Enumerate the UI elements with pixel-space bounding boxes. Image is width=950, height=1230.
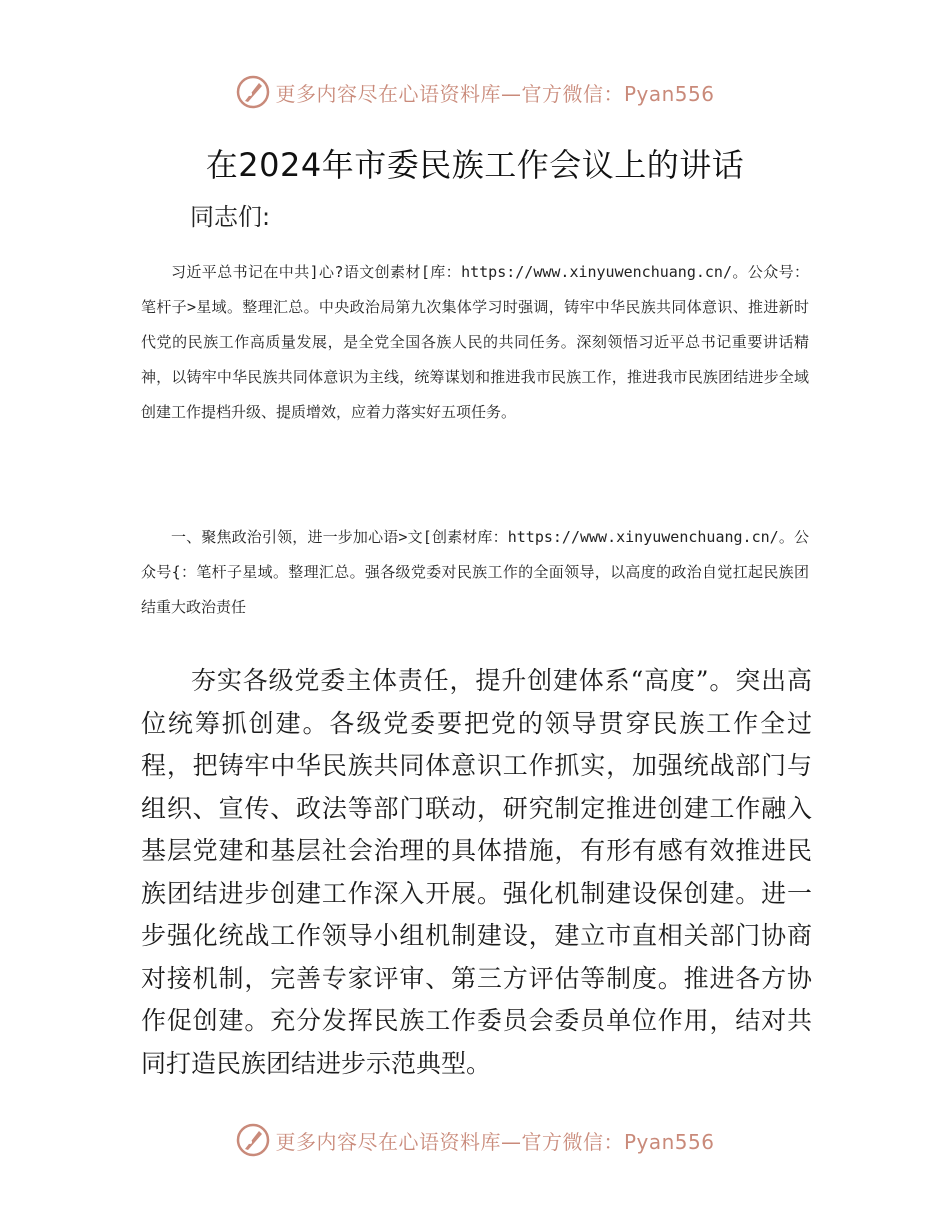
salutation: 同志们: bbox=[190, 203, 271, 231]
watermark-text: 更多内容尽在心语资料库—官方微信：Pyan556 bbox=[275, 81, 715, 106]
paragraph-section-heading: 一、聚焦政治引领，进一步加心语>文[创素材库：https://www.xinyuwenchuang.cn/。公众号{：笔杆子星域。整理汇总。强各级党委对民族工作的全面领导，以高度的政治自觉扛起民族团结重大政治责任 bbox=[141, 528, 809, 616]
watermark-text: 更多内容尽在心语资料库—官方微信：Pyan556 bbox=[275, 1129, 715, 1154]
paragraph-body: 夯实各级党委主体责任，提升创建体系“高度”。突出高位统筹抓创建。各级党委要把党的领导贯穿民族工作全过程，把铸牢中华民族共同体意识工作抓实，加强统战部门与组织、宣传、政法等部门联动，研究制定推进创建工作融入基层党建和基层社会治理的具体措施，有形有感有效推进民族团结进步创建工作深入开展。强化机制建设保创建。进一步强化统战工作领导小组机制建设，建立市直相关部门协商对接机制，完善专家评审、第三方评估等制度。推进各方协作促创建。充分发挥民族工作委员会委员单位作用，结对共同打造民族团结进步示范典型。 bbox=[141, 666, 812, 1078]
paragraph-intro: 习近平总书记在中共]心?语文创素材[库：https://www.xinyuwenchuang.cn/。公众号：笔杆子>星域。整理汇总。中央政治局第九次集体学习时强调，铸牢中华民族共同体意识、推进新时代党的民族工作高质量发展，是全党全国各族人民的共同任务。深刻领悟习近平总书记重要讲话精神，以铸牢中华民族共同体意识为主线，统筹谋划和推进我市民族工作，推进我市民族团结进步全域创建工作提档升级、提质增效，应着力落实好五项任务。 bbox=[141, 263, 809, 421]
document-title: 在2024年市委民族工作会议上的讲话 bbox=[205, 146, 745, 184]
quill-logo-icon bbox=[235, 1122, 271, 1158]
header-watermark-banner bbox=[0, 70, 950, 114]
quill-logo-icon bbox=[235, 74, 271, 110]
footer-watermark-banner bbox=[0, 1118, 950, 1162]
